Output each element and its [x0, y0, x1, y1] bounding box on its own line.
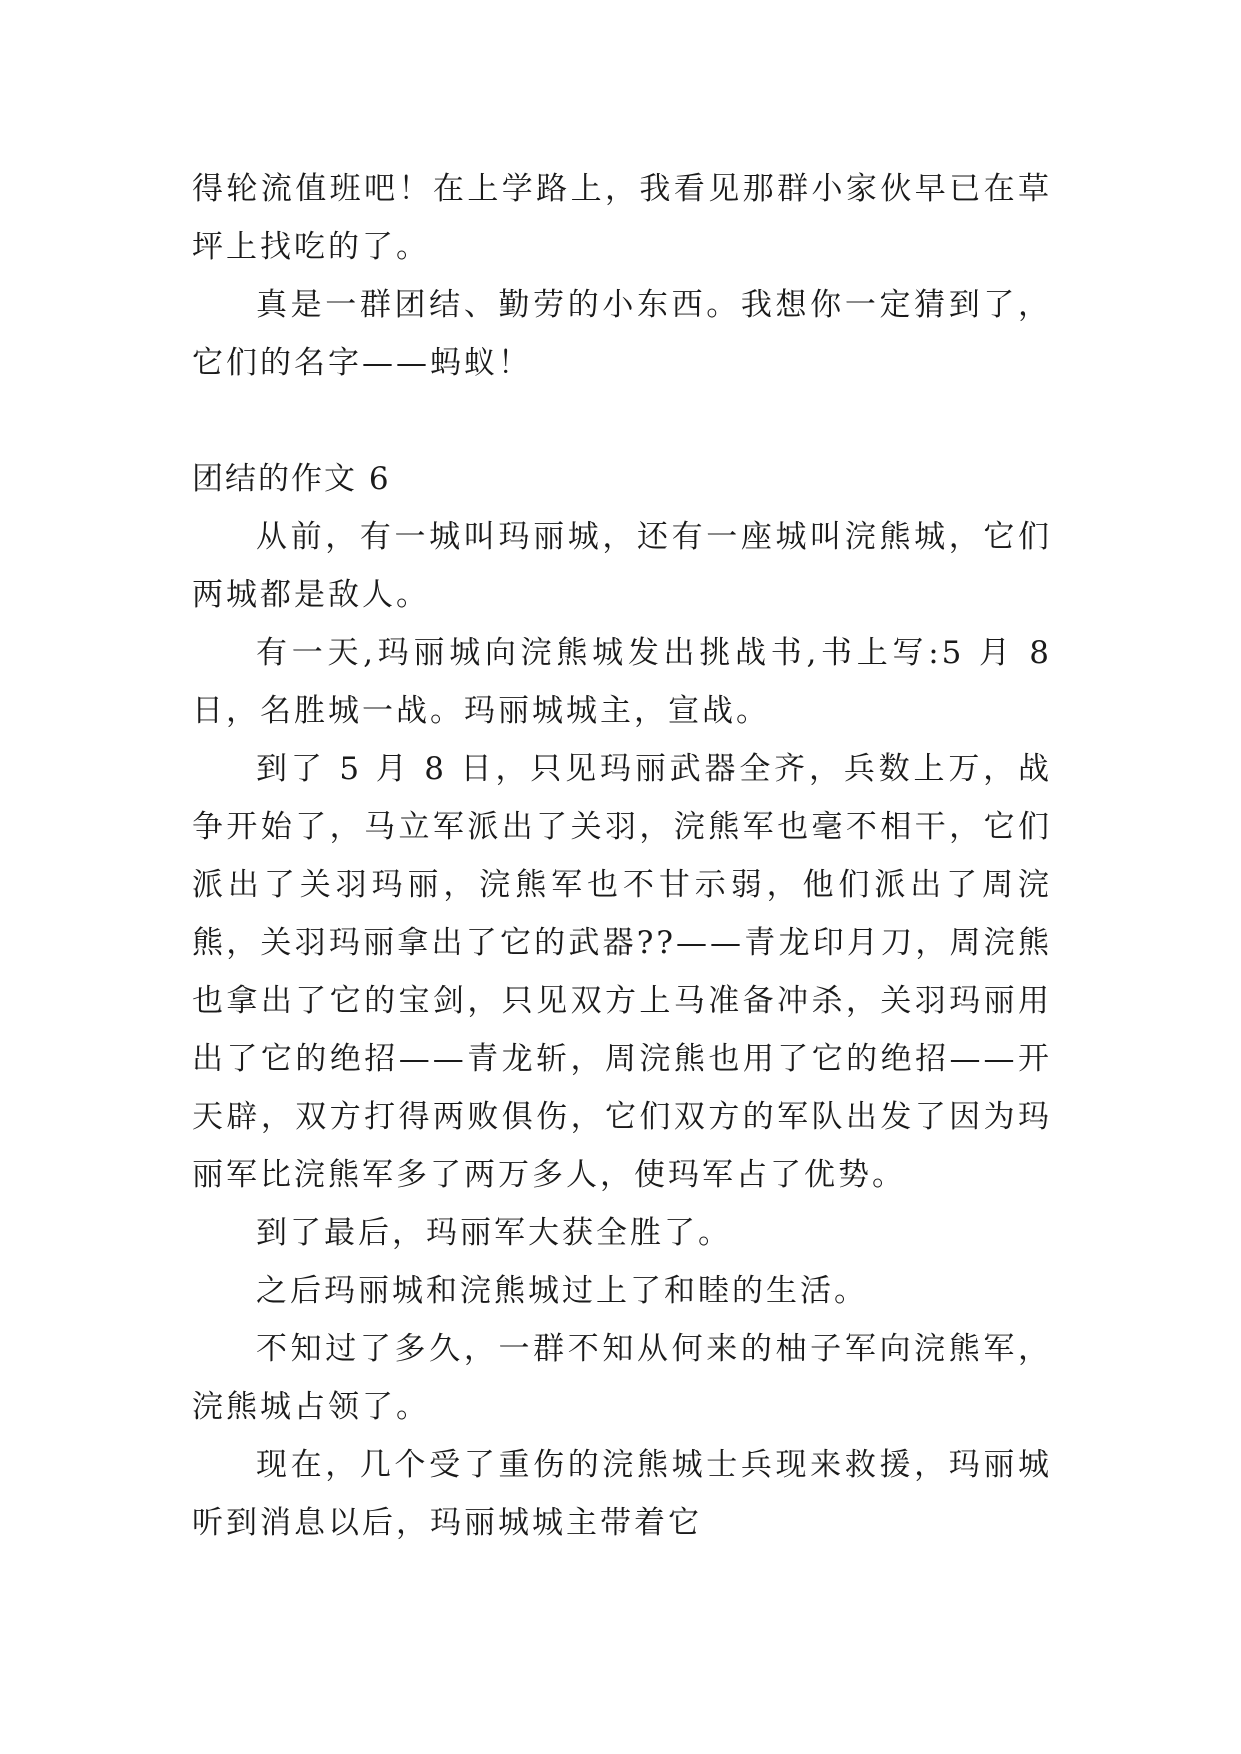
paragraph-5: 之后玛丽城和浣熊城过上了和睦的生活。: [256, 1273, 868, 1309]
paragraph-6: 不知过了多久，一群不知从何来的柚子军向浣熊军，浣熊城占领了。: [192, 1331, 1052, 1425]
paragraph-2: 有一天,玛丽城向浣熊城发出挑战书,书上写:5 月 8 日，名胜城一战。玛丽城城主，宣战。: [192, 635, 1052, 729]
paragraph-continued: 得轮流值班吧！在上学路上，我看见那群小家伙早已在草坪上找吃的了。: [192, 171, 1052, 265]
paragraph-ants: 真是一群团结、勤劳的小东西。我想你一定猜到了，它们的名字——蚂蚁！: [192, 287, 1052, 381]
paragraph-3: 到了 5 月 8 日，只见玛丽武器全齐，兵数上万，战争开始了，马立军派出了关羽，浣熊军也毫不相干，它们派出了关羽玛丽，浣熊军也不甘示弱，他们派出了周浣熊，关羽玛丽拿出了它的武器??——青龙印月刀，周浣熊也拿出了它的宝剑，只见双方上马准备冲杀，关羽玛丽用出了它的绝招——青龙斩，周浣熊也用了它的绝招——开天辟，双方打得两败俱伤，它们双方的军队出发了因为玛丽军比浣熊军多了两万多人，使玛军占了优势。: [192, 751, 1052, 1193]
section-title: 团结的作文 6: [192, 461, 391, 497]
document-body: [192, 160, 1052, 1552]
paragraph-1: 从前，有一城叫玛丽城，还有一座城叫浣熊城，它们两城都是敌人。: [192, 519, 1052, 613]
paragraph-7: 现在，几个受了重伤的浣熊城士兵现来救援，玛丽城听到消息以后，玛丽城城主带着它: [192, 1447, 1052, 1541]
paragraph-4: 到了最后，玛丽军大获全胜了。: [256, 1215, 732, 1251]
